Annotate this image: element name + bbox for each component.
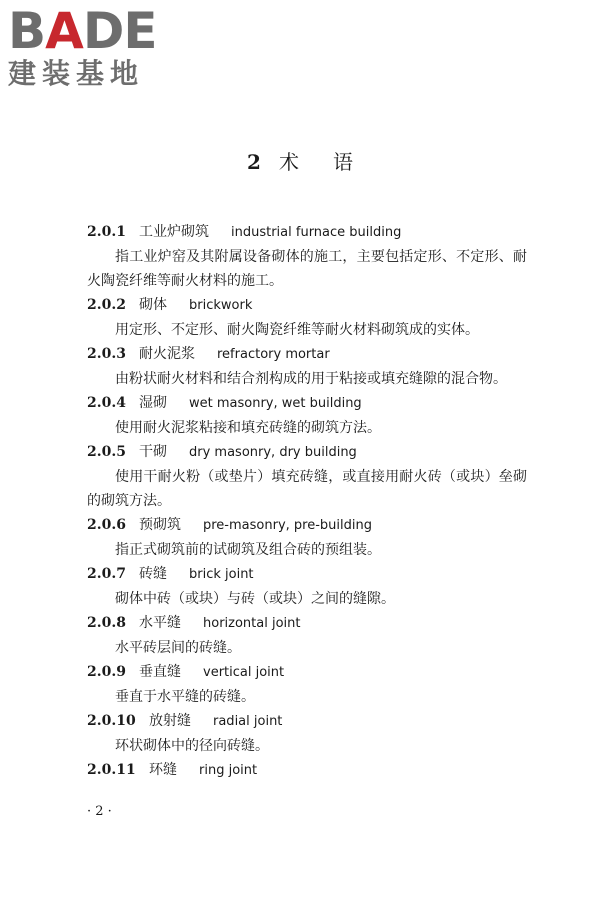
term-entry (87, 709, 527, 758)
term-heading (87, 440, 527, 465)
term-entry (87, 293, 527, 342)
term-definition: 用定形、不定形、耐火陶瓷纤维等耐火材料砌筑成的实体。 (115, 322, 479, 338)
term-heading (87, 513, 527, 538)
term-entry (87, 391, 527, 440)
term-heading (87, 758, 527, 783)
term-chinese: 干砌 (139, 444, 167, 460)
term-english: vertical joint (203, 665, 285, 680)
term-chinese: 砌体 (139, 297, 167, 313)
term-heading (87, 562, 527, 587)
term-chinese: 垂直缝 (139, 664, 181, 680)
term-entry (87, 660, 527, 709)
term-entry (87, 220, 527, 293)
logo-wordmark: BADE (8, 2, 157, 60)
term-number: 2.0.10 (87, 713, 136, 729)
chapter-number: 2 (247, 150, 261, 174)
term-heading (87, 709, 527, 734)
term-chinese: 预砌筑 (139, 517, 181, 533)
term-chinese: 耐火泥浆 (139, 346, 195, 362)
term-heading (87, 342, 527, 367)
term-chinese: 工业炉砌筑 (139, 224, 209, 240)
term-number: 2.0.2 (87, 297, 126, 313)
term-english: ring joint (199, 763, 258, 778)
term-definition: 指正式砌筑前的试砌筑及组合砖的预组装。 (115, 542, 381, 558)
terms-list (87, 220, 527, 783)
term-definition: 使用耐火泥浆粘接和填充砖缝的砌筑方法。 (115, 420, 381, 436)
term-english: brickwork (189, 298, 253, 313)
term-entry (87, 440, 527, 513)
term-heading (87, 220, 527, 245)
term-definition: 水平砖层间的砖缝。 (115, 640, 241, 656)
term-number: 2.0.3 (87, 346, 126, 362)
term-heading (87, 660, 527, 685)
term-number: 2.0.6 (87, 517, 126, 533)
term-english: refractory mortar (217, 347, 330, 362)
term-number: 2.0.8 (87, 615, 126, 631)
term-definition: 垂直于水平缝的砖缝。 (115, 689, 255, 705)
term-english: radial joint (213, 714, 283, 729)
term-chinese: 放射缝 (149, 713, 191, 729)
logo-chinese-name: 建装基地 (8, 57, 145, 90)
term-number: 2.0.9 (87, 664, 126, 680)
term-number: 2.0.5 (87, 444, 126, 460)
term-chinese: 湿砌 (139, 395, 167, 411)
publisher-logo (8, 2, 178, 96)
term-english: brick joint (189, 567, 254, 582)
term-definition: 砌体中砖（或块）与砖（或块）之间的缝隙。 (115, 591, 395, 607)
term-entry (87, 611, 527, 660)
chapter-title (0, 148, 600, 176)
term-entry (87, 562, 527, 611)
term-english: dry masonry, dry building (189, 445, 357, 460)
term-english: industrial furnace building (231, 225, 402, 240)
term-heading (87, 611, 527, 636)
term-number: 2.0.7 (87, 566, 126, 582)
term-number: 2.0.1 (87, 224, 126, 240)
term-number: 2.0.11 (87, 762, 136, 778)
term-number: 2.0.4 (87, 395, 126, 411)
term-definition: 由粉状耐火材料和结合剂构成的用于粘接或填充缝隙的混合物。 (115, 371, 507, 387)
term-english: wet masonry, wet building (189, 396, 362, 411)
term-chinese: 砖缝 (139, 566, 167, 582)
term-english: horizontal joint (203, 616, 301, 631)
term-heading (87, 293, 527, 318)
term-definition: 使用干耐火粉（或垫片）填充砖缝，或直接用耐火砖（或块）垒砌的砌筑方法。 (87, 469, 527, 509)
term-english: pre-masonry, pre-building (203, 518, 372, 533)
page-number: · 2 · (87, 804, 112, 819)
term-definition: 环状砌体中的径向砖缝。 (115, 738, 269, 754)
term-heading (87, 391, 527, 416)
term-definition: 指工业炉窑及其附属设备砌体的施工，主要包括定形、不定形、耐火陶瓷纤维等耐火材料的施工。 (87, 249, 527, 289)
term-chinese: 水平缝 (139, 615, 181, 631)
term-chinese: 环缝 (149, 762, 177, 778)
term-entry (87, 342, 527, 391)
chapter-heading: 术语 (278, 150, 387, 174)
term-entry (87, 758, 527, 783)
term-entry (87, 513, 527, 562)
